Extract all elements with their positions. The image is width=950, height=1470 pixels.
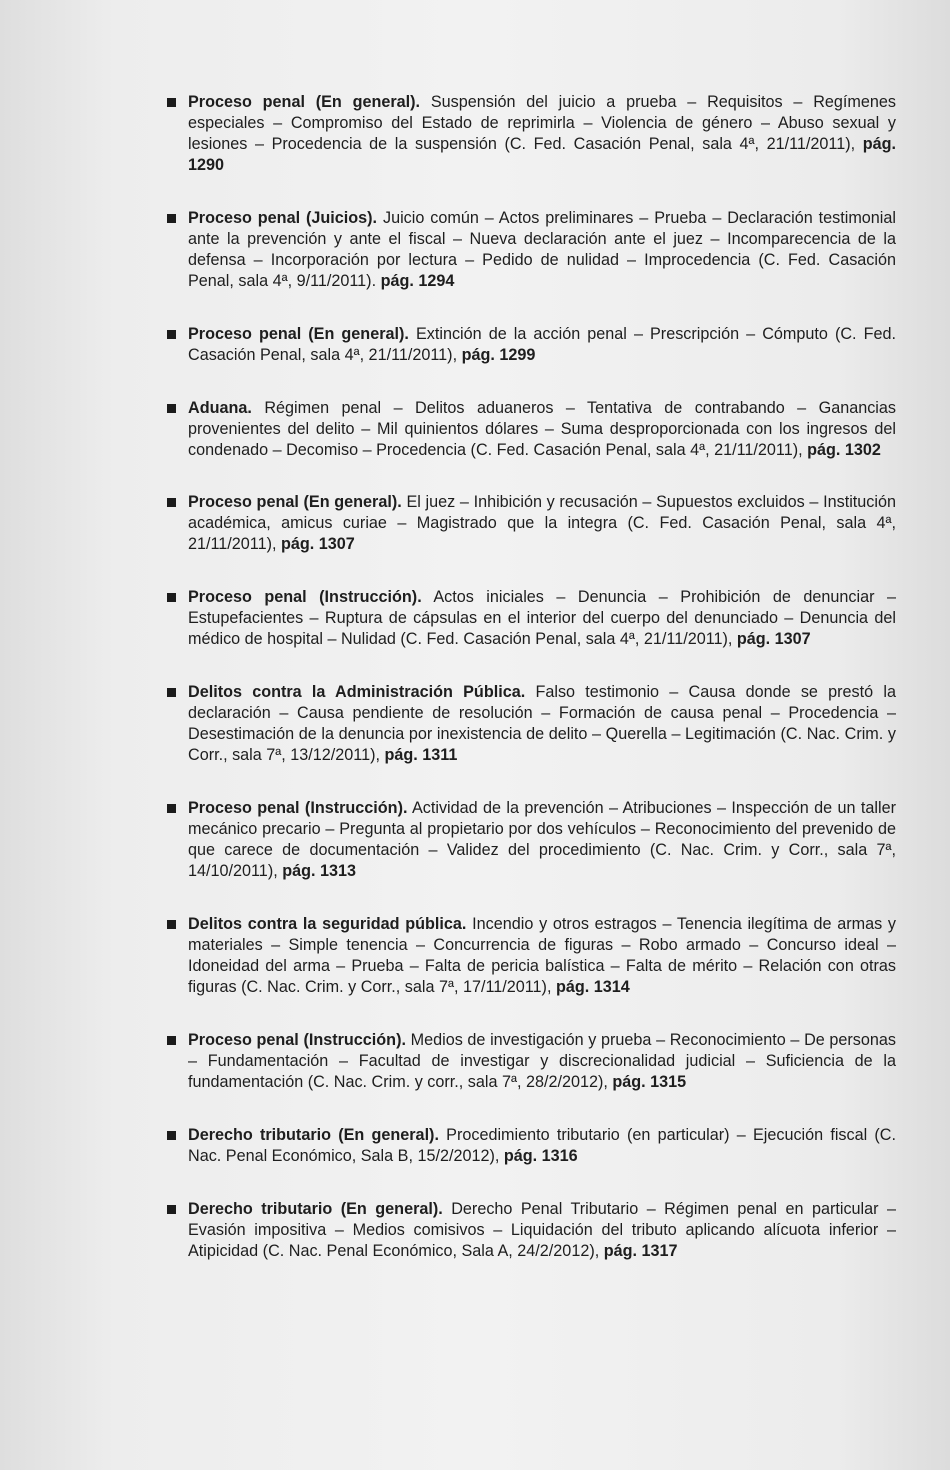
entry-page: pág. 1314: [555, 978, 630, 996]
list-item: [164, 914, 896, 998]
entry-heading: Derecho tributario (En general).: [188, 1200, 443, 1218]
bullet-icon: [167, 1205, 176, 1214]
entry-page: pág. 1302: [807, 441, 881, 459]
entry-text: Incendio y otros estragos – Tenencia ilegítima de armas y materiales – Simple tenencia – Concurrencia de figuras – Robo armado – Concurso ideal – Idoneidad del arma – Prueba – Falta de pericia balística – Falta de mérito – Relación con otras figuras (C. Nac. Crim. y Corr., sala 7ª, 17/11/2011),: [188, 915, 897, 996]
entry-text: Procedimiento tributario (en particular) – Ejecución fiscal (C. Nac. Penal Económico, Sala B, 15/2/2012),: [188, 1126, 896, 1165]
entry-text: Derecho Penal Tributario – Régimen penal en particular – Evasión impositiva – Medios comisivos – Liquidación del tributo aplicando alícuota inferior – Atipicidad (C. Nac. Penal Económico, Sala A, 24/2/2012),: [188, 1200, 896, 1260]
entry-page: pág. 1290: [188, 135, 897, 174]
list-item: [164, 1199, 896, 1262]
entry-heading: Proceso penal (En general).: [188, 93, 421, 111]
entry-page: pág. 1299: [461, 346, 536, 364]
entry-text: Actividad de la prevención – Atribuciones – Inspección de un taller mecánico precario – Pregunta al propietario por dos vehículos – Reconocimiento del prevenido de que carece de documentación – Validez del procedimiento (C. Nac. Crim. y Corr., sala 7ª, 14/10/2011),: [188, 799, 896, 880]
bullet-icon: [167, 688, 176, 697]
bullet-icon: [167, 920, 176, 929]
list-item: [164, 1030, 896, 1093]
entry-heading: Proceso penal (En general).: [188, 493, 402, 511]
entry-heading: Proceso penal (Juicios).: [188, 209, 378, 227]
bullet-icon: [167, 98, 176, 107]
list-item: [164, 324, 896, 366]
list-item: [164, 798, 896, 882]
list-item: [164, 1125, 896, 1167]
entry-page: pág. 1307: [281, 535, 355, 553]
bullet-icon: [167, 498, 176, 507]
entry-page: pág. 1294: [380, 272, 455, 290]
entry-heading: Derecho tributario (En general).: [188, 1126, 439, 1144]
bullet-icon: [167, 804, 176, 813]
entry-heading: Proceso penal (En general).: [188, 325, 409, 343]
entry-page: pág. 1307: [736, 630, 811, 648]
entry-text: Suspensión del juicio a prueba – Requisitos – Regímenes especiales – Compromiso del Estado de reprimirla – Violencia de género – Abuso sexual y lesiones – Procedencia de la suspensión (C. Fed. Casación Penal, sala 4ª, 21/11/2011),: [188, 93, 896, 153]
entry-heading: Delitos contra la Administración Pública.: [188, 683, 526, 701]
entry-page: pág. 1313: [282, 862, 356, 880]
list-item: [164, 587, 896, 650]
list-item: [164, 398, 896, 461]
entry-page: pág. 1311: [384, 746, 458, 764]
entry-heading: Delitos contra la seguridad pública.: [188, 915, 467, 933]
bullet-icon: [167, 330, 176, 339]
entry-text: El juez – Inhibición y recusación – Supuestos excluidos – Institución académica, amicus curiae – Magistrado que la integra (C. Fed. Casación Penal, sala 4ª, 21/11/2011),: [188, 493, 896, 553]
entry-heading: Proceso penal (Instrucción).: [188, 588, 422, 606]
entry-page: pág. 1317: [603, 1242, 678, 1260]
list-item: [164, 208, 896, 292]
bullet-icon: [167, 214, 176, 223]
entry-heading: Aduana.: [188, 399, 252, 417]
list-item: [164, 92, 896, 176]
entry-text: Régimen penal – Delitos aduaneros – Tentativa de contrabando – Ganancias provenientes del delito – Mil quinientos dólares – Suma desproporcionada con los ingresos del condenado – Decomiso – Procedencia (C. Fed. Casación Penal, sala 4ª, 21/11/2011),: [188, 399, 897, 459]
list-item: [164, 682, 896, 766]
entry-text: Extinción de la acción penal – Prescripción – Cómputo (C. Fed. Casación Penal, sala 4ª, 21/11/2011),: [188, 325, 896, 364]
list-item: [164, 492, 896, 555]
entry-text: Actos iniciales – Denuncia – Prohibición de denunciar – Estupefacientes – Ruptura de cápsulas en el interior del cuerpo del denunciado – Denuncia del médico de hospital – Nulidad (C. Fed. Casación Penal, sala 4ª, 21/11/2011),: [188, 588, 896, 648]
bullet-icon: [167, 404, 176, 413]
entry-text: Falso testimonio – Causa donde se prestó la declaración – Causa pendiente de resolución – Formación de causa penal – Procedencia – Desestimación de la denuncia por inexistencia de delito – Querella – Legitimación (C. Nac. Crim. y Corr., sala 7ª, 13/12/2011),: [188, 683, 896, 764]
entry-text: Medios de investigación y prueba – Reconocimiento – De personas – Fundamentación – Facultad de investigar y discrecionalidad judicial – Suficiencia de la fundamentación (C. Nac. Crim. y corr., sala 7ª, 28/2/2012),: [188, 1031, 896, 1091]
entry-text: Juicio común – Actos preliminares – Prueba – Declaración testimonial ante la prevención y ante el fiscal – Nueva declaración ante el juez – Incomparecencia de la defensa – Incorporación por lectura – Pedido de nulidad – Improcedencia (C. Fed. Casación Penal, sala 4ª, 9/11/2011).: [188, 209, 897, 290]
entry-page: pág. 1316: [503, 1147, 578, 1165]
bullet-icon: [167, 1131, 176, 1140]
entry-list: [164, 92, 896, 1262]
bullet-icon: [167, 593, 176, 602]
bullet-icon: [167, 1036, 176, 1045]
entry-page: pág. 1315: [612, 1073, 687, 1091]
entry-heading: Proceso penal (Instrucción).: [188, 799, 408, 817]
entry-heading: Proceso penal (Instrucción).: [188, 1031, 406, 1049]
